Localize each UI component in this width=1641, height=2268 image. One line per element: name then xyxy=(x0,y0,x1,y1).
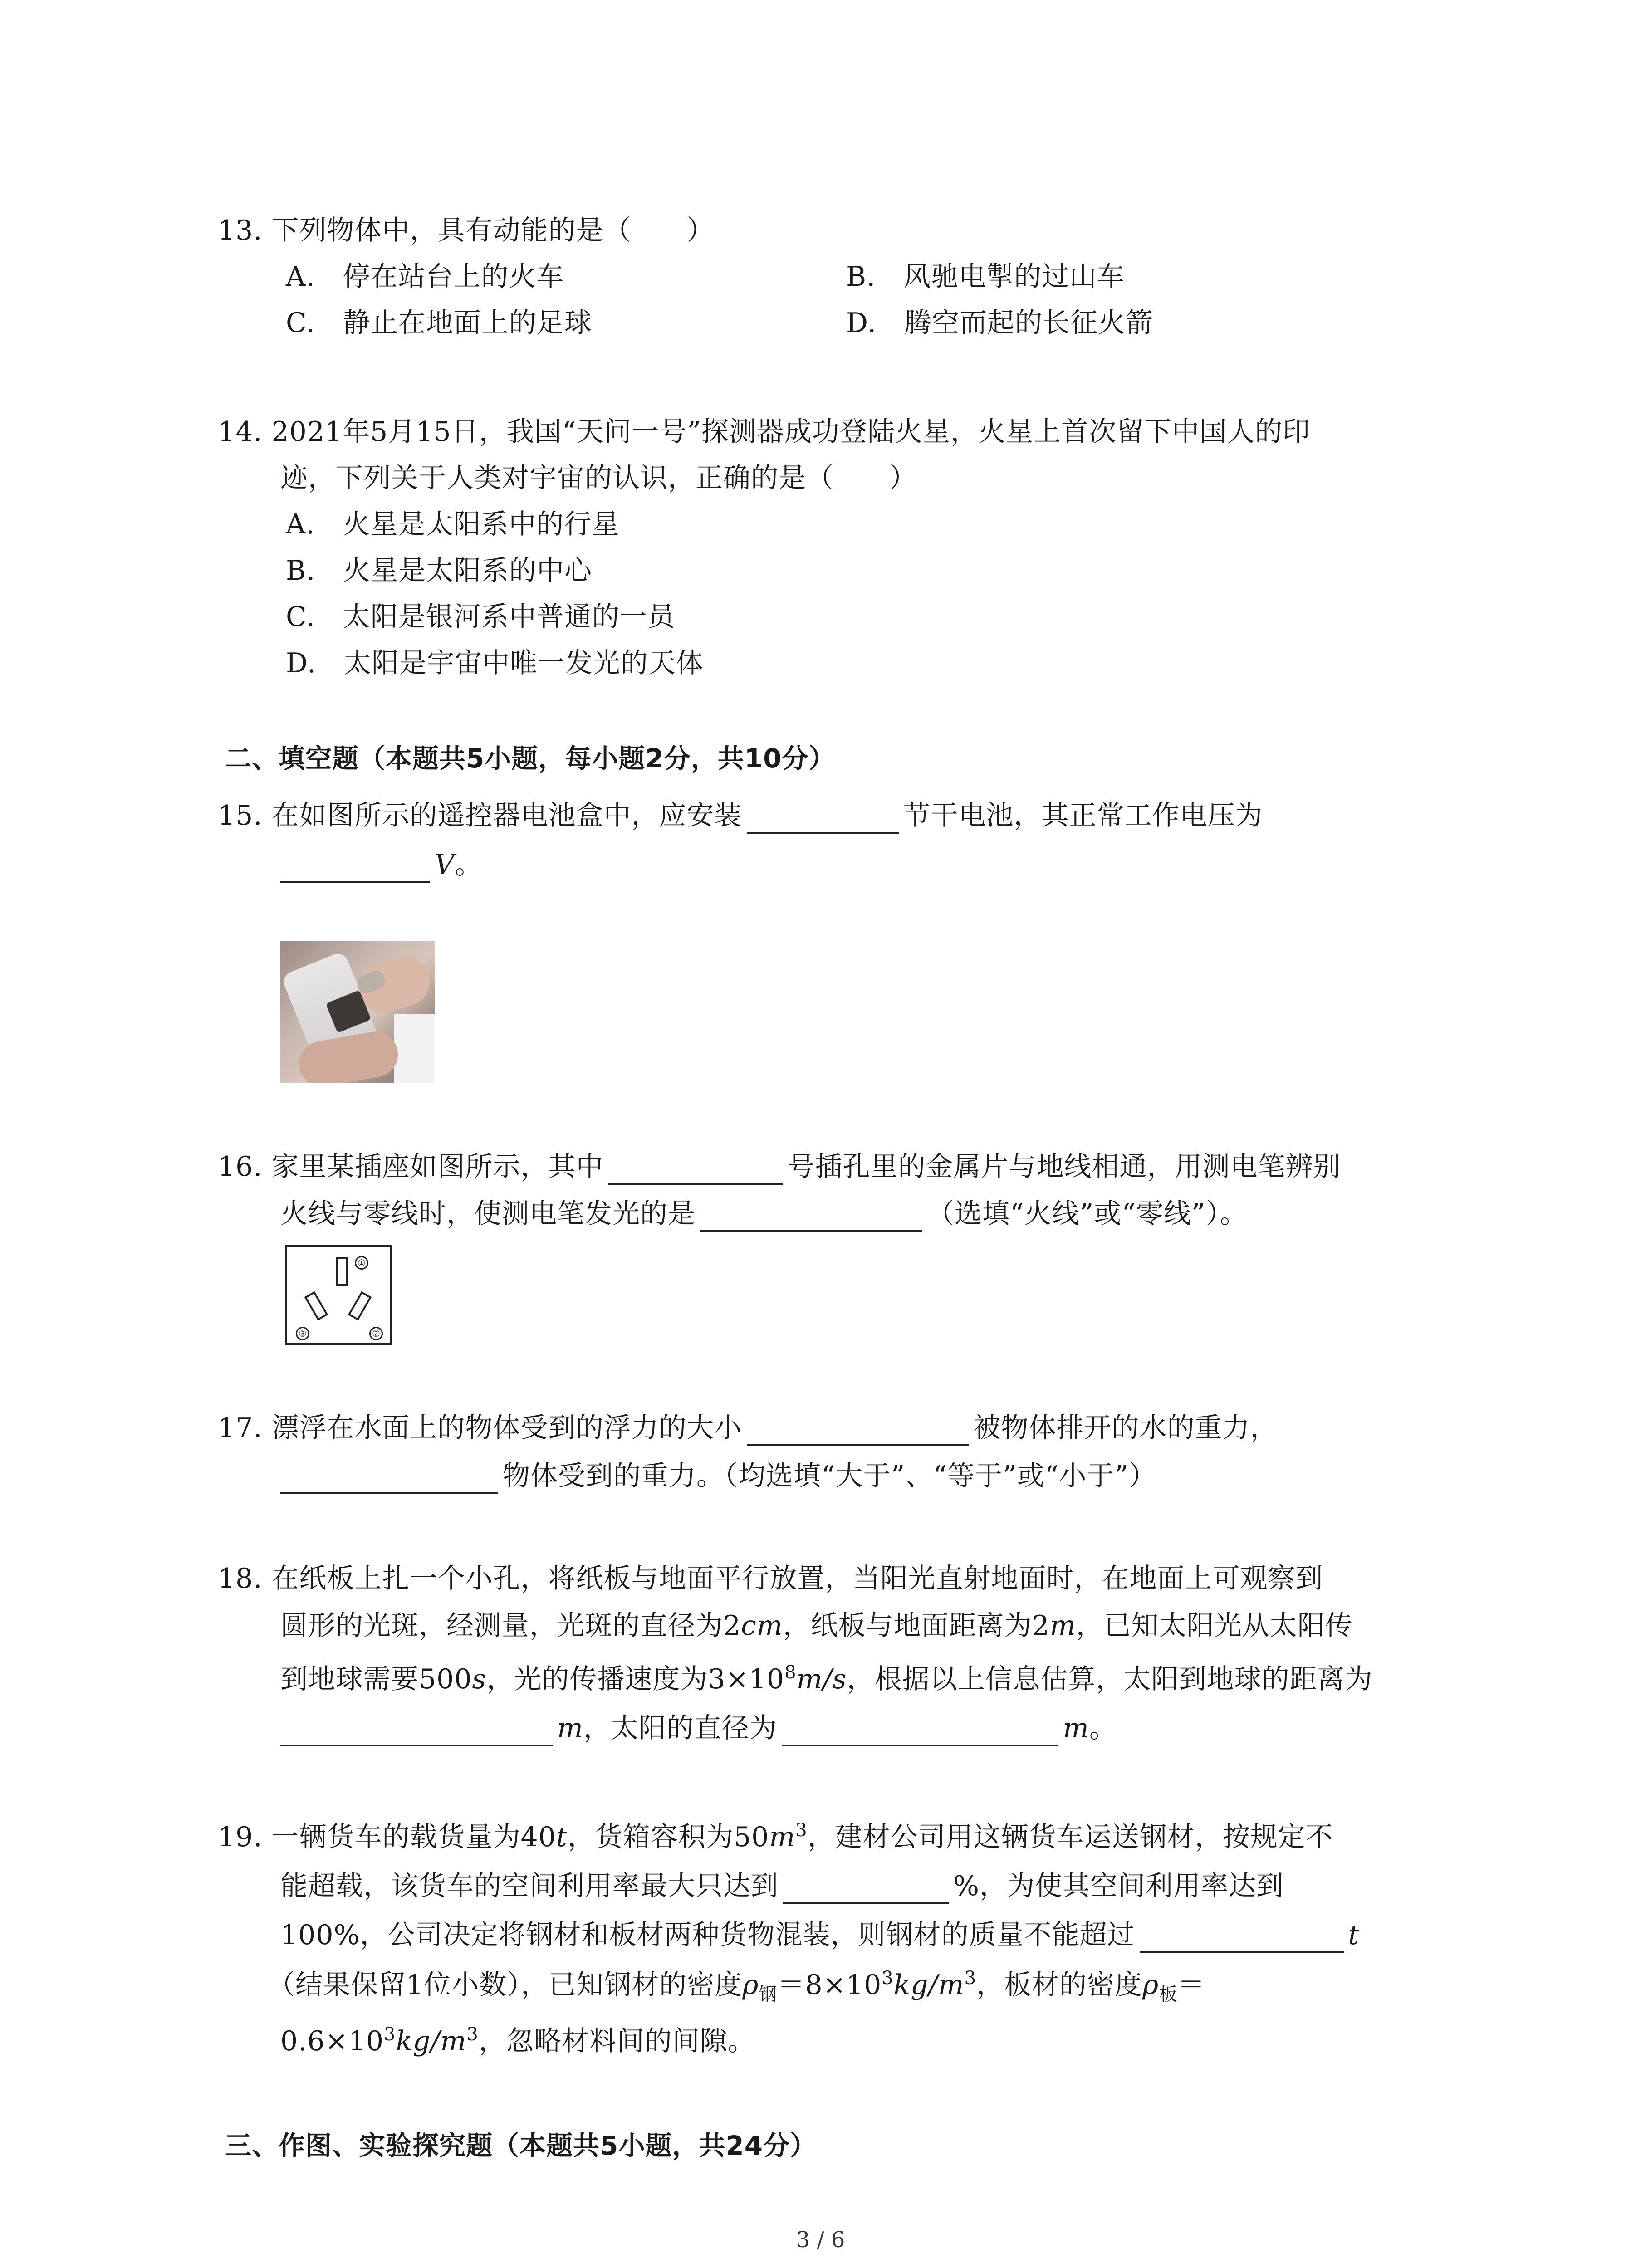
q19-line1 xyxy=(218,1819,1333,1855)
q14-option-c: C. 太阳是银河系中普通的一员 xyxy=(286,601,675,633)
q13-stem: 13. 下列物体中，具有动能的是（ ） xyxy=(218,215,715,246)
q16-text-c: 火线与零线时，使测电笔发光的是 xyxy=(280,1198,696,1230)
q17-text-c: 物体受到的重力。（均选填“大于”、“等于”或“小于”） xyxy=(503,1460,1157,1492)
q17-text-a: 17. 漂浮在水面上的物体受到的浮力的大小 xyxy=(218,1412,742,1444)
q19-unit-t-2: t xyxy=(1348,1919,1360,1951)
q19-unit-t: t xyxy=(556,1821,568,1853)
q13-option-c: C. 静止在地面上的足球 xyxy=(286,307,592,339)
q17-line2 xyxy=(280,1458,1156,1494)
q16-text-d: （选填“火线”或“零线”）。 xyxy=(927,1198,1248,1230)
q19-text-1a: 19. 一辆货车的载货量为40 xyxy=(218,1821,556,1853)
q18-unit-m-2: m xyxy=(557,1712,583,1744)
q18-exponent: 8 xyxy=(784,1662,797,1683)
q18-line4 xyxy=(280,1710,1117,1746)
q14-option-b: B. 火星是太阳系的中心 xyxy=(286,555,593,587)
q16-text-b: 号插孔里的金属片与地线相通，用测电笔辨别 xyxy=(787,1151,1341,1183)
q19-text-4c: ，板材的密度 xyxy=(976,1969,1143,2001)
q15-blank-2[interactable] xyxy=(280,853,430,883)
section-3-heading: 三、作图、实验探究题（本题共5小题，共24分） xyxy=(225,2130,817,2161)
socket-slot-1 xyxy=(336,1257,348,1286)
section-2-heading: 二、填空题（本题共5小题，每小题2分，共10分） xyxy=(225,743,836,774)
q16-blank-1[interactable] xyxy=(608,1155,783,1185)
q19-text-1c: ，建材公司用这辆货车运送钢材，按规定不 xyxy=(807,1821,1333,1853)
q19-rho-board: ρ xyxy=(1142,1969,1159,2001)
q18-blank-2[interactable] xyxy=(782,1716,1058,1746)
socket-label-2: ② xyxy=(369,1327,383,1340)
q19-blank-1[interactable] xyxy=(783,1874,949,1904)
page-number: 3 / 6 xyxy=(796,2227,845,2253)
q18-unit-s: s xyxy=(472,1663,487,1695)
q19-line4 xyxy=(268,1967,1205,2003)
socket-label-1: ① xyxy=(355,1256,368,1270)
q19-exponent-1: 3 xyxy=(795,1820,808,1841)
q18-unit-m: m xyxy=(1049,1610,1076,1642)
q18-text-3c: ，根据以上信息估算，太阳到地球的距离为 xyxy=(847,1663,1373,1695)
q16-blank-2[interactable] xyxy=(700,1202,922,1232)
q15-unit: V xyxy=(435,849,455,880)
q15-line2 xyxy=(280,846,482,883)
q18-unit-m-3: m xyxy=(1063,1712,1089,1744)
q18-line3 xyxy=(280,1661,1372,1697)
q19-line2 xyxy=(280,1868,1284,1904)
q18-line1: 18. 在纸板上扎一个小孔，将纸板与地面平行放置，当阳光直射地面时，在地面上可观察到 xyxy=(218,1563,1323,1594)
q18-text-2b: ，纸板与地面距离为2 xyxy=(783,1610,1050,1642)
socket-label-3: ③ xyxy=(296,1327,309,1340)
q19-exponent-4: 3 xyxy=(384,2024,396,2045)
q19-text-5b: ，忽略材料间的间隙。 xyxy=(478,2025,755,2057)
q19-text-4a: （结果保留1位小数），已知钢材的密度 xyxy=(268,1969,743,2001)
q18-text-2a: 圆形的光斑，经测量，光斑的直径为2 xyxy=(280,1610,741,1642)
q18-blank-1[interactable] xyxy=(280,1716,553,1746)
q19-text-4b: ＝8×10 xyxy=(777,1969,882,2001)
battery-box-photo xyxy=(280,941,435,1083)
q17-blank-2[interactable] xyxy=(280,1464,498,1494)
q15-line1 xyxy=(218,797,1263,834)
q19-text-1b: ，货箱容积为50 xyxy=(567,1821,769,1853)
q15-text-b: 节干电池，其正常工作电压为 xyxy=(903,800,1263,831)
q19-text-2b: %，为使其空间利用率达到 xyxy=(953,1870,1284,1902)
q14-stem-line1: 14. 2021年5月15日，我国“天问一号”探测器成功登陆火星，火星上首次留下中国人的印 xyxy=(218,416,1311,448)
socket-slot-2 xyxy=(348,1291,372,1321)
q16-text-a: 16. 家里某插座如图所示，其中 xyxy=(218,1151,604,1183)
q18-text-3a: 到地球需要500 xyxy=(280,1663,472,1695)
socket-diagram xyxy=(285,1245,392,1345)
q19-text-3a: 100%，公司决定将钢材和板材两种货物混装，则钢材的质量不能超过 xyxy=(280,1919,1135,1951)
q18-end: 。 xyxy=(1089,1712,1117,1744)
q13-option-b: B. 风驰电掣的过山车 xyxy=(846,261,1125,293)
q18-text-2c: ，已知太阳光从太阳传 xyxy=(1076,1610,1353,1642)
q19-unit-kg: kg/m xyxy=(893,1969,965,2001)
q18-text-3b: ，光的传播速度为3×10 xyxy=(486,1663,785,1695)
q19-exponent-2: 3 xyxy=(882,1968,894,1989)
q15-end: 。 xyxy=(455,849,483,880)
q19-exponent-3: 3 xyxy=(964,1968,977,1989)
socket-slot-3 xyxy=(304,1291,328,1321)
q19-blank-2[interactable] xyxy=(1140,1923,1344,1953)
q18-text-4b: ，太阳的直径为 xyxy=(583,1712,777,1744)
q13-option-a: A. 停在站台上的火车 xyxy=(286,261,564,293)
q15-text-a: 15. 在如图所示的遥控器电池盒中，应安装 xyxy=(218,800,742,831)
q18-line2 xyxy=(280,1608,1353,1644)
q19-text-4d: ＝ xyxy=(1177,1969,1205,2001)
q19-line3 xyxy=(280,1917,1360,1953)
q14-option-a: A. 火星是太阳系中的行星 xyxy=(286,508,620,540)
q19-text-5a: 0.6×10 xyxy=(280,2025,384,2057)
q14-option-d: D. 太阳是宇宙中唯一发光的天体 xyxy=(286,647,704,679)
q18-unit-cm: cm xyxy=(741,1610,783,1642)
q19-rho-steel: ρ xyxy=(742,1969,759,2001)
q18-unit-ms: m/s xyxy=(796,1663,847,1695)
q15-blank-1[interactable] xyxy=(747,804,899,834)
q16-line1 xyxy=(218,1149,1341,1185)
q17-text-b: 被物体排开的水的重力， xyxy=(973,1412,1278,1444)
q16-line2 xyxy=(280,1196,1248,1232)
q19-unit-kg-2: kg/m xyxy=(396,2025,467,2057)
q19-sub-steel: 钢 xyxy=(759,1984,778,2005)
q17-blank-1[interactable] xyxy=(747,1416,969,1446)
q19-line5 xyxy=(280,2023,755,2059)
q19-exponent-5: 3 xyxy=(466,2024,479,2045)
q19-text-2a: 能超载，该货车的空间利用率最大只达到 xyxy=(280,1870,779,1902)
q13-option-d: D. 腾空而起的长征火箭 xyxy=(846,307,1154,339)
q17-line1 xyxy=(218,1410,1278,1446)
q14-stem-line2: 迹，下列关于人类对宇宙的认识，正确的是（ ） xyxy=(280,462,917,494)
q19-sub-board: 板 xyxy=(1159,1984,1178,2005)
q19-unit-m: m xyxy=(769,1821,796,1853)
